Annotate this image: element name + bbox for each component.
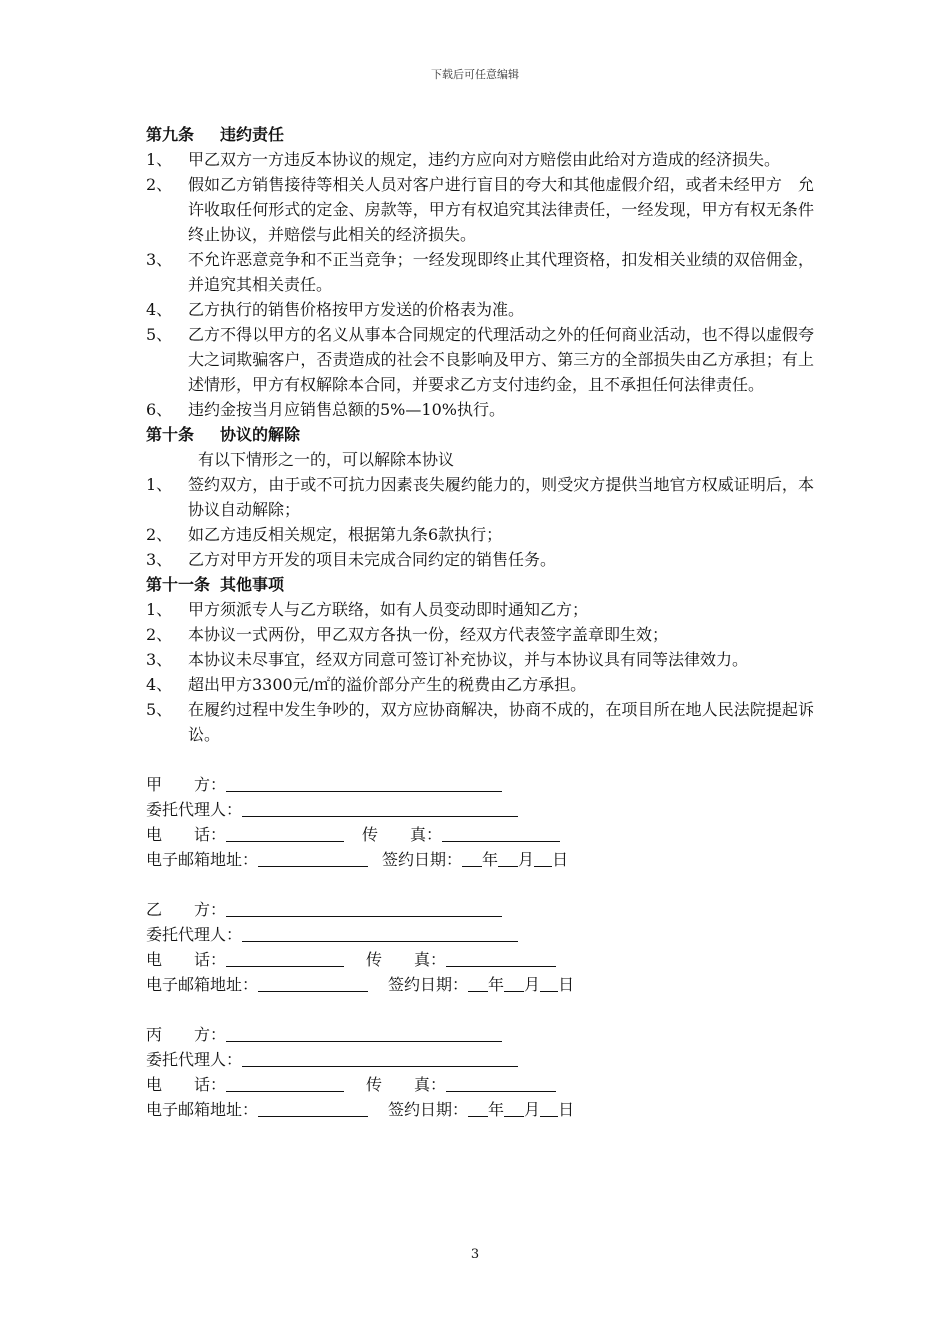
party-b-phone-field[interactable] [226, 948, 344, 967]
section-11-title: 第十一条 [146, 575, 211, 594]
list-item: 3、 乙方对甲方开发的项目未完成合同约定的销售任务。 [146, 550, 557, 569]
list-item: 4、 超出甲方3300元/㎡的溢价部分产生的税费由乙方承担。 [146, 675, 587, 694]
document-body [146, 122, 814, 1122]
list-item: 1、 甲乙双方一方违反本协议的规定，违约方应向对方赔偿由此给对方造成的经济损失。 [146, 150, 781, 169]
list-item: 2、 如乙方违反相关规定，根据第九条6款执行； [146, 525, 503, 544]
section-9-subtitle: 违约责任 [220, 125, 285, 144]
list-item: 4、 乙方执行的销售价格按甲方发送的价格表为准。 [146, 300, 525, 319]
list-item: 2、 假如乙方销售接待等相关人员对客户进行盲目的夸大和其他虚假介绍，或者未经甲方 允许收取任何形式的定金、房款等，甲方有权追究其法律责任，一经发现，甲方有权无条件终止协议，并赔偿与此相关的经济损失。 [146, 175, 814, 244]
list-item: 6、 违约金按当月应销售总额的5%—10%执行。 [146, 400, 505, 419]
page-number: 3 [470, 1247, 480, 1262]
list-item: 3、 本协议未尽事宜，经双方同意可签订补充协议，并与本协议具有同等法律效力。 [146, 650, 749, 669]
party-c-agent-field[interactable] [242, 1048, 518, 1067]
party-c-phone-field[interactable] [226, 1073, 344, 1092]
signature-block-party-b: 乙 方： 委托代理人： 电 话： 传 真： 电子邮箱地址： 签约日期： 年 月 日 [146, 900, 575, 994]
party-c-email-field[interactable] [258, 1098, 368, 1117]
section-10-title: 第十条 [146, 425, 195, 444]
party-b-fax-field[interactable] [446, 948, 556, 967]
section-11-heading [146, 572, 814, 597]
party-a-agent-field[interactable] [242, 798, 518, 817]
signature-block-party-c: 丙 方： 委托代理人： 电 话： 传 真： 电子邮箱地址： 签约日期： 年 月 日 [146, 1025, 575, 1119]
section-10-heading [146, 422, 814, 447]
party-a-fax-field[interactable] [442, 823, 560, 842]
signature-block-party-a: 甲 方： 委托代理人： 电 话： 传 真： 电子邮箱地址： 签约日期： 年 月 日 [146, 775, 569, 869]
party-c-field[interactable] [226, 1023, 502, 1042]
party-c-fax-field[interactable] [446, 1073, 556, 1092]
party-b-field[interactable] [226, 898, 502, 917]
list-item: 5、 乙方不得以甲方的名义从事本合同规定的代理活动之外的任何商业活动，也不得以虚假夸大之词欺骗客户，否责造成的社会不良影响及甲方、第三方的全部损失由乙方承担；有上述情形，甲方有权解除本合同，并要求乙方支付违约金，且不承担任何法律责任。 [146, 325, 814, 394]
party-b-email-field[interactable] [258, 973, 368, 992]
list-item: 1、 甲方须派专人与乙方联络，如有人员变动即时通知乙方； [146, 600, 589, 619]
page-header: 下载后可任意编辑 [431, 68, 519, 81]
list-item: 3、 不允许恶意竞争和不正当竞争；一经发现即终止其代理资格，扣发相关业绩的双倍佣金，并追究其相关责任。 [146, 250, 814, 294]
section-11-subtitle: 其他事项 [220, 575, 285, 594]
list-item: 5、 在履约过程中发生争吵的，双方应协商解决，协商不成的，在项目所在地人民法院提起诉讼。 [146, 700, 814, 744]
section-9-title: 第九条 [146, 125, 195, 144]
party-a-field[interactable] [226, 773, 502, 792]
section-9-heading [146, 122, 814, 147]
section-10-intro: 有以下情形之一的，可以解除本协议 [198, 450, 455, 469]
list-item: 2、 本协议一式两份，甲乙双方各执一份，经双方代表签字盖章即生效； [146, 625, 669, 644]
list-item: 1、 签约双方，由于或不可抗力因素丧失履约能力的，则受灾方提供当地官方权威证明后，本协议自动解除； [146, 475, 814, 519]
party-a-email-field[interactable] [258, 848, 368, 867]
section-10-subtitle: 协议的解除 [220, 425, 301, 444]
party-b-agent-field[interactable] [242, 923, 518, 942]
party-a-phone-field[interactable] [226, 823, 344, 842]
